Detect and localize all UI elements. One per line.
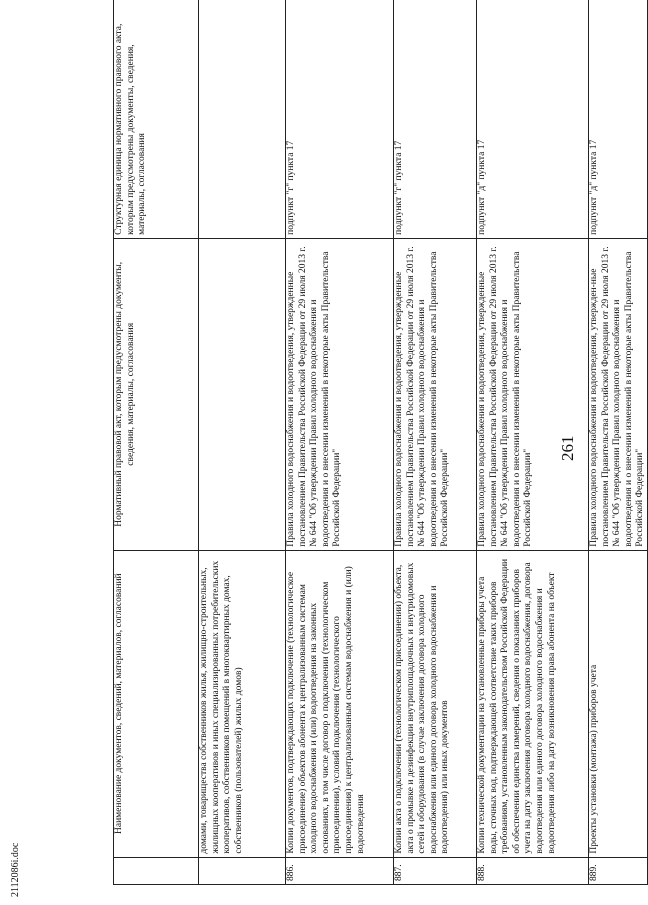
row-number: 888. xyxy=(477,857,589,884)
row-act: Правила холодного водоснабжения и водоотведения, утвержденные постановлением Правительства Российской Федерации от 29 июля 2013 г. № 644 "Об утверждении Правил холодного водоснабжения и водоотведения и о внесении изменений в некоторые акты Правительства Российской Федерации" xyxy=(394,238,477,550)
row-ref: подпункт "г" пункта 17 xyxy=(286,0,394,238)
table-row xyxy=(589,0,648,885)
row-ref: подпункт "д" пункта 17 xyxy=(477,0,589,238)
file-name: 2112086i.doc xyxy=(10,842,21,897)
row-ref: подпункт "д" пункта 17 xyxy=(589,0,648,238)
row-name: Копии технической документации на установленные приборы учета воды, сточных вод, подтверждающей соответствие таких приборов требованиям, установленным законодательством Российской Федерации об обеспечении единства измерений, сведения о показаниях приборов учета на дату заключения договора холодного водоснабжения, договора водоотведения или единого договора холодного водоснабжения и водоотведения либо на дату возникновения права абонента на объект xyxy=(477,550,589,857)
page-number: 261 xyxy=(558,435,577,461)
row-number xyxy=(199,857,286,884)
row-act: Правила холодного водоснабжения и водоотведения, утвержденные постановлением Правительства Российской Федерации от 29 июля 2013 г. № 644 "Об утверждении Правил холодного водоснабжения и водоотведения и о внесении изменений в некоторые акты Правительства Российской Федерации" xyxy=(286,238,394,550)
table-row xyxy=(394,0,477,885)
row-name: Проекты установки (монтажа) приборов учета xyxy=(589,550,648,857)
row-act xyxy=(199,238,286,550)
table-row xyxy=(477,0,589,885)
row-name: домами, товарищества собственников жилья, жилищно-строительных, жилищных кооперативов и иных специализированных потребительских кооперативов, собственников помещений в многоквартирных домах, собственников (пользователей) жилых домов) xyxy=(199,550,286,857)
row-name: Копии документов, подтверждающих подключение (технологическое присоединение) объектов абонента к централизованным системам холодного водоснабжения и (или) водоотведения на законных основаниях, в том числе договор о подключении (технологическом присоединении), условий подключения (технологического присоединения) к централизованным системам водоснабжения и (или) водоотведения xyxy=(286,550,394,857)
row-number: 886. xyxy=(286,857,394,884)
table-row xyxy=(199,0,286,885)
header-ref: Структурная единица нормативного правового акта, которым предусмотрены документы, сведения, материалы, согласования xyxy=(114,0,199,238)
table-row xyxy=(286,0,394,885)
row-number: 889. xyxy=(589,857,648,884)
header-act: Нормативный правовой акт, которым предусмотрены документы, сведения, материалы, согласования xyxy=(114,238,199,550)
row-number: 887. xyxy=(394,857,477,884)
row-name: Копии акта о подключении (технологическом присоединении) объекта, акта о промывке и дезинфекции внутриплощадочных и внутридомовых сетей и оборудования (в случае заключения договора холодного водоснабжения или единого договора холодного водоснабжения и водоотведения) или иных документов xyxy=(394,550,477,857)
row-act: Правила холодного водоснабжения и водоотведения, утвержденные постановлением Правительства Российской Федерации от 29 июля 2013 г. № 644 "Об утверждении Правил холодного водоснабжения и водоотведения и о внесении изменений в некоторые акты Правительства Российской Федерации" xyxy=(477,238,589,550)
row-ref xyxy=(199,0,286,238)
header-number-cell xyxy=(114,857,199,884)
table-header-row xyxy=(114,0,199,885)
row-act: Правила холодного водоснабжения и водоотведения, утвержден-ные постановлением Правительства Российской Федерации от 29 июля 2013 г. № 644 "Об утверждении Правил холодного водоснабжения и водоотведения и о внесении изменений в некоторые акты Правительства Российской Федерации" xyxy=(589,238,648,550)
header-name: Наименование документов, сведений, материалов, согласований xyxy=(114,550,199,857)
row-ref: подпункт "г" пункта 17 xyxy=(394,0,477,238)
documents-table xyxy=(113,0,648,885)
